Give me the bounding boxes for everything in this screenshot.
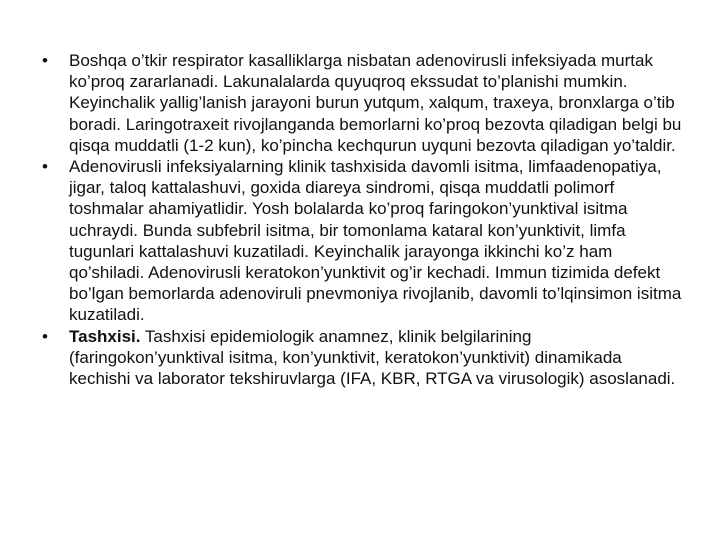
bullet-text: Adenovirusli infeksiyalarning klinik tashxisida davomli isitma, limfaadenopatiya, jigar, taloq kattalashuvi, goxida diareya sindromi, qisqa muddatli polimorf toshmalar ahamiyatlidir. Yosh bolalarda ko’proq faringokon’yunktival isitma uchraydi. Bunda subfebril isitma, bir tomonlama kataral kon’yunktivit, limfa tugunlari kattalashuvi kuzatiladi. Keyinchalik jarayonga ikkinchi ko’z ham qo’shiladi. Adenovirusli keratokon’yunktivit og’ir kechadi. Immun tizimida defekt bo’lgan bemorlarda adenoviruli pnevmoniya rivojlanib, davomli to’lqinsimon isitma kuzatiladi. xyxy=(69,157,682,325)
bullet-marker: • xyxy=(42,326,48,346)
bullet-item-diagnosis xyxy=(40,326,685,390)
bullet-heading: Tashxisi. xyxy=(69,326,141,346)
bullet-text: Boshqa o’tkir respirator kasalliklarga nisbatan adenovirusli infeksiyada murtak ko’proq zararlanadi. Lakunalalarda quyuqroq ekssudat to’planishi mumkin. Keyinchalik yallig’lanish jarayoni burun yutqum, xalqum, traxeya, bronxlarga o’tib boradi. Laringotraxeit rivojlanganda bemorlarni ko’proq bezovta qiladigan belgi bu qisqa muddatli (1-2 kun), ko’pincha kechqurun uyquni bezovta qiladigan yo’taldir. xyxy=(69,51,682,155)
bullet-list xyxy=(40,50,685,389)
bullet-item-clinical-diagnosis xyxy=(40,156,685,326)
bullet-marker: • xyxy=(42,51,48,70)
bullet-text: Tashxisi epidemiologik anamnez, klinik belgilarining (faringokon’yunktival isitma, kon’yunktivit, keratokon’yunktivit) dinamikada kechishi va laborator tekshiruvlarga (IFA, KBR, RTGA va virusologik) asoslanadi. xyxy=(69,326,676,389)
bullet-marker: • xyxy=(42,157,48,177)
bullet-item-symptoms xyxy=(40,50,685,156)
